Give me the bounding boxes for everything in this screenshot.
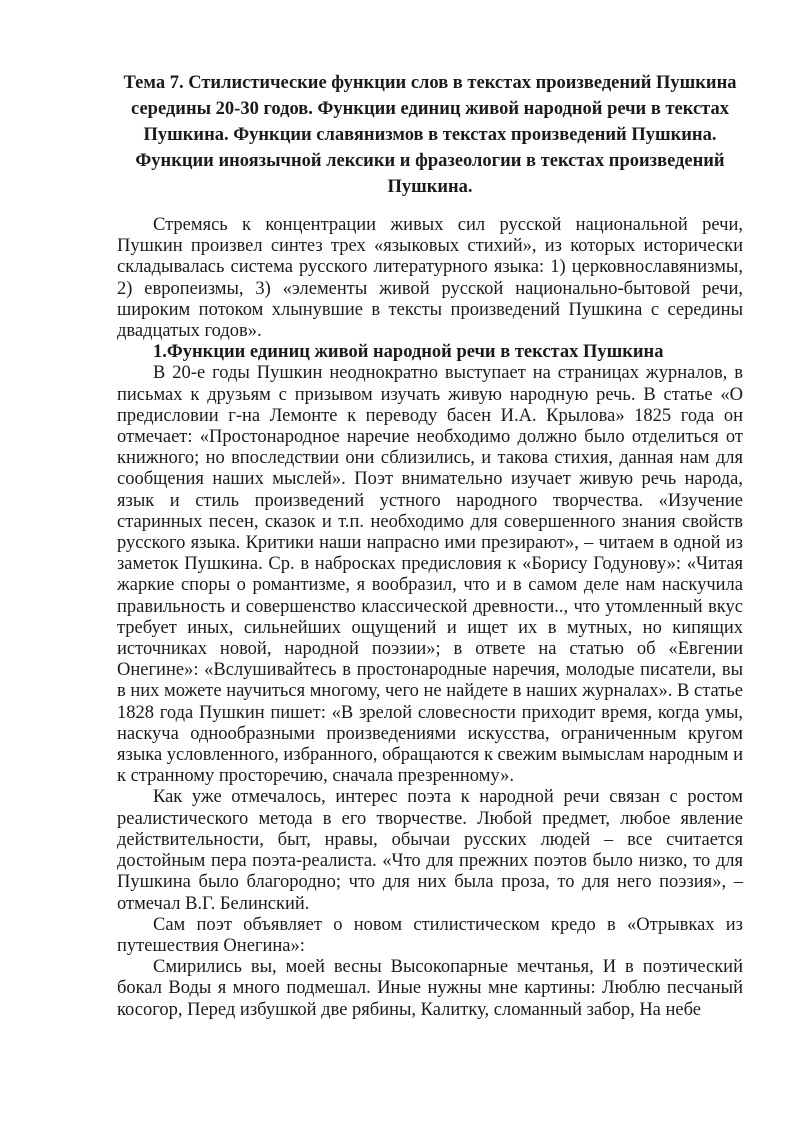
body-paragraph-1: В 20-е годы Пушкин неоднократно выступает на страницах журналов, в письмах к друзьям с призывом изучать живую народную речь. В статье «О предисловии г-на Лемонте к переводу басен И.А. Крылова» 1825 года он отмечает: «Простонародное наречие необходимо должно было отделиться от книжного; но впоследствии они сблизились, и такова стихия, данная нам для сообщения наших мыслей». Поэт внимательно изучает живую речь народа, язык и стиль произведений устного народного творчества. «Изучение старинных песен, сказок и т.п. необходимо для совершенного знания свойств русского языка. Критики наши напрасно ими презирают», – читаем в одной из заметок Пушкина. Ср. в набросках предисловия к «Борису Годунову»: «Читая жаркие споры о романтизме, я вообразил, что и в самом деле нам наскучила правильность и совершенство классической древности.., что утомленный вкус требует иных, сильнейших ощущений и ищет их в мутных, но кипящих источниках новой, народной поэзии»; в ответе на статью об «Евгении Онегине»: «Вслушивайтесь в простонародные наречия, молодые писатели, вы в них можете научиться многому, чего не найдете в наших журналах». В статье 1828 года Пушкин пишет: «В зрелой словесности приходит время, когда умы, наскуча однообразными произведениями искусства, ограниченным кругом языка условленного, избранного, обращаются к свежим вымыслам народным и к странному просторечию, сначала презренному».	[117, 363, 743, 787]
body-paragraph-4: Смирились вы, моей весны Высокопарные мечтанья, И в поэтический бокал Воды я много подмешал. Иные нужны мне картины: Люблю песчаный косогор, Перед избушкой две рябины, Калитку, сломанный забор, На небе	[117, 957, 743, 1020]
intro-paragraph: Стремясь к концентрации живых сил русской национальной речи, Пушкин произвел синтез трех «языковых стихий», из которых исторически складывалась система русского литературного языка: 1) церковнославянизмы, 2) европеизмы, 3) «элементы живой русской национально-бытовой речи, широким потоком хлынувшие в тексты произведений Пушкина с середины двадцатых годов».	[117, 215, 743, 342]
section-heading: 1.Функции единиц живой народной речи в текстах Пушкина	[153, 342, 664, 363]
body-paragraph-3: Сам поэт объявляет о новом стилистическом кредо в «Отрывках из путешествия Онегина»:	[117, 914, 743, 956]
body-paragraph-2: Как уже отмечалось, интерес поэта к народной речи связан с ростом реалистического метода в его творчестве. Любой предмет, любое явление действительности, быт, нравы, обычаи русских людей – все считается достойным пера поэта-реалиста. «Что для прежних поэтов было низко, то для Пушкина было благородно; что для них была проза, то для него поэзия», – отмечал В.Г. Белинский.	[117, 787, 743, 914]
document-title: Тема 7. Стилистические функции слов в текстах произведений Пушкина середины 20-30 годов. Функции единиц живой народной речи в текстах Пушкина. Функции славянизмов в текстах произведений Пушкина. Функции иноязычной лексики и фразеологии в текстах произведений Пушкина.	[123, 73, 737, 197]
document-page	[117, 70, 743, 1021]
